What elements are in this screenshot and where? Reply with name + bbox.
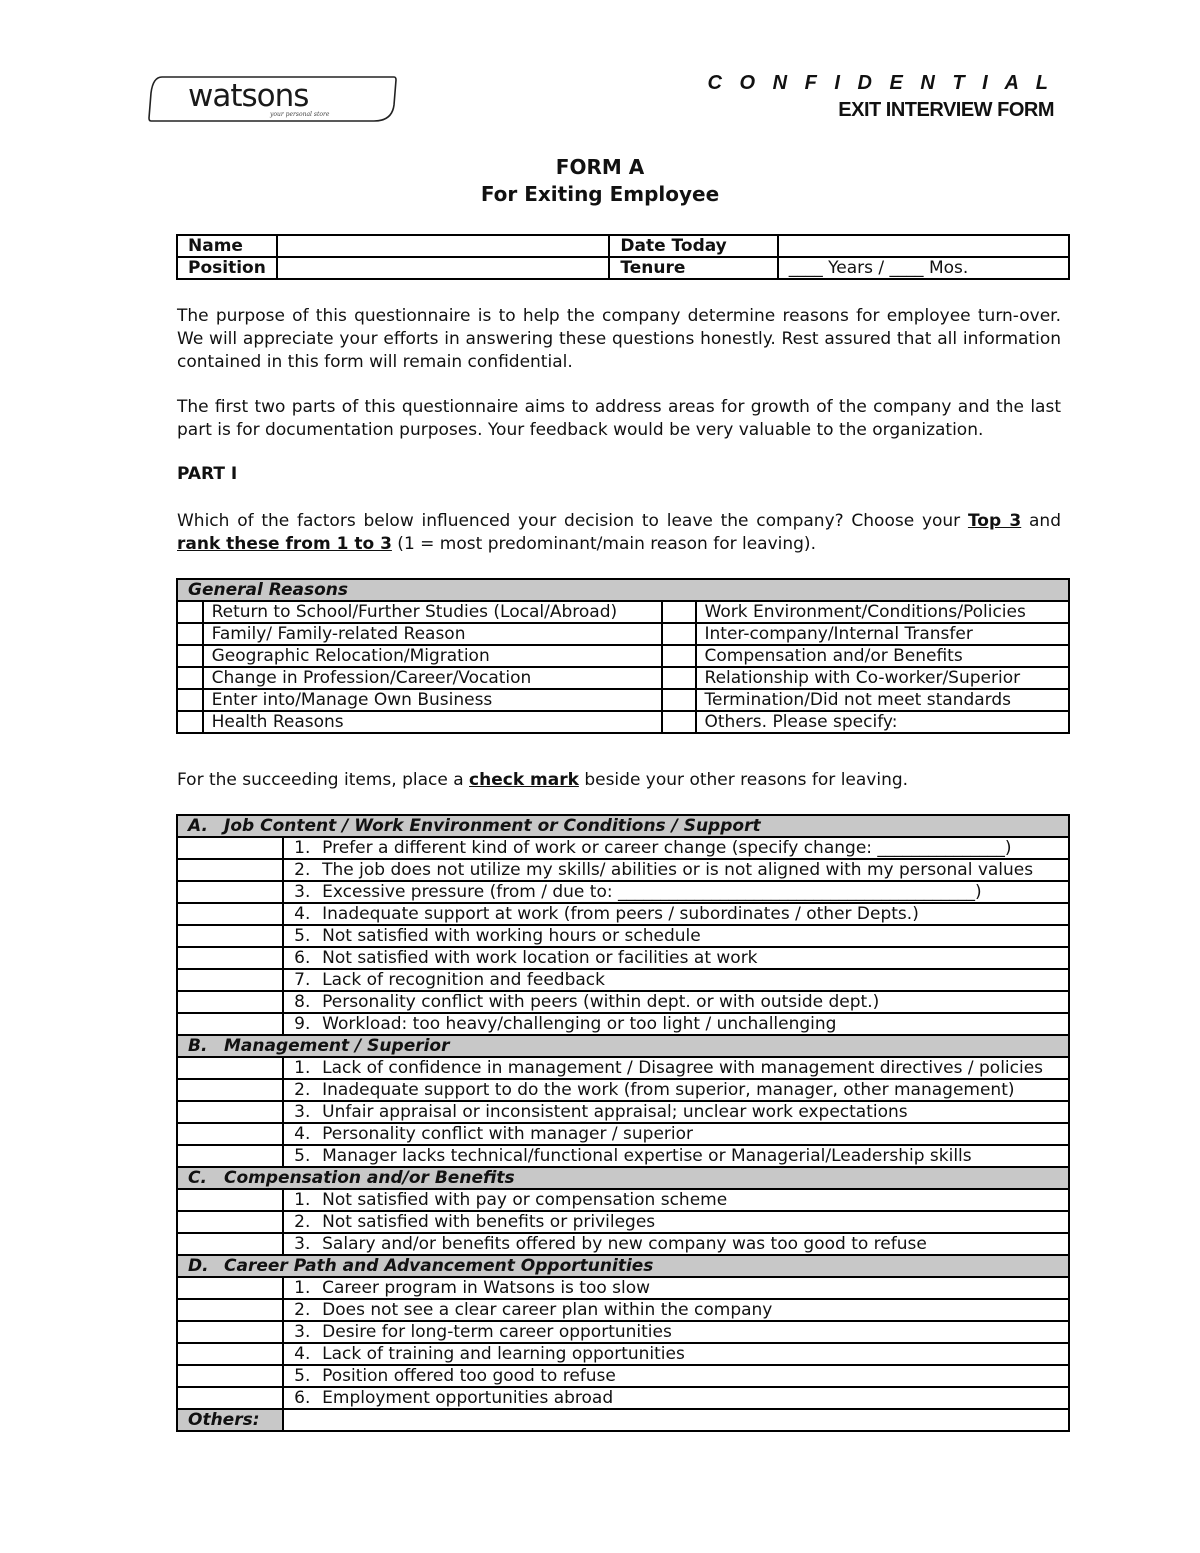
rank-box[interactable] [177, 645, 203, 667]
section-letter: C. [188, 1168, 207, 1188]
checkmark-box[interactable] [177, 1079, 283, 1101]
reason-item [283, 1233, 1069, 1255]
section-header [177, 1255, 1069, 1277]
reason-row [177, 925, 1069, 947]
rank-emphasis: rank these from 1 to 3 [177, 534, 392, 554]
ranking-instructions-b: and [1021, 511, 1061, 531]
reason-item [283, 1387, 1069, 1409]
general-reason-row [177, 623, 1069, 645]
reason-text: Not satisfied with working hours or schedule [322, 926, 701, 946]
reason-number: 2. [294, 1300, 311, 1320]
reason-text: Does not see a clear career plan within the company [322, 1300, 773, 1320]
general-reason-left: Enter into/Manage Own Business [203, 689, 662, 711]
section-title: Management / Superior [224, 1036, 450, 1056]
section-header [177, 1035, 1069, 1057]
checkmark-instructions-a: For the succeeding items, place a [177, 770, 470, 790]
general-reason-right: Relationship with Co-worker/Superior [696, 667, 1069, 689]
others-label: Others: [177, 1409, 283, 1431]
rank-box[interactable] [177, 711, 203, 733]
reason-number: 5. [294, 1146, 311, 1166]
section-header [177, 1167, 1069, 1189]
reason-item [283, 1321, 1069, 1343]
reason-item [283, 925, 1069, 947]
reason-number: 1. [294, 1058, 311, 1078]
checkmark-box[interactable] [177, 1189, 283, 1211]
checkmark-box[interactable] [177, 1101, 283, 1123]
section-title: Compensation and/or Benefits [224, 1168, 515, 1188]
checkmark-box[interactable] [177, 859, 283, 881]
section-title: Job Content / Work Environment or Conditions / Support [224, 816, 761, 836]
ranking-instructions-a: Which of the factors below influenced your decision to leave the company? Choose your [177, 511, 968, 531]
reason-item [283, 837, 1069, 859]
section-header-row [177, 815, 1069, 837]
intro-paragraph-2: The first two parts of this questionnaire aims to address areas for growth of the company and the last part is for documentation purposes. Your feedback would be very valuable to the organization. [177, 397, 1061, 440]
general-reason-right: Others. Please specify: [696, 711, 1069, 733]
date-today-label: Date Today [609, 235, 777, 257]
confidential-header [707, 72, 1054, 122]
reason-row [177, 1343, 1069, 1365]
date-today-field[interactable] [778, 235, 1069, 257]
reason-row [177, 1387, 1069, 1409]
reason-number: 1. [294, 1190, 311, 1210]
checkmark-box[interactable] [177, 837, 283, 859]
section-header-row [177, 1167, 1069, 1189]
reason-text: Lack of recognition and feedback [322, 970, 605, 990]
reason-item [283, 1013, 1069, 1035]
checkmark-box[interactable] [177, 925, 283, 947]
reason-number: 1. [294, 1278, 311, 1298]
checkmark-box[interactable] [177, 969, 283, 991]
reason-number: 3. [294, 1322, 311, 1342]
reason-item [283, 1057, 1069, 1079]
checkmark-box[interactable] [177, 1365, 283, 1387]
reason-text: Personality conflict with manager / superior [322, 1124, 694, 1144]
ranking-instructions-c: (1 = most predominant/main reason for leaving). [391, 534, 816, 554]
reason-row [177, 1079, 1069, 1101]
reason-row [177, 859, 1069, 881]
reason-item [283, 1365, 1069, 1387]
reason-item [283, 1299, 1069, 1321]
others-field[interactable] [283, 1409, 1069, 1431]
part-label: PART I [177, 464, 238, 484]
reason-number: 8. [294, 992, 311, 1012]
reason-number: 3. [294, 1234, 311, 1254]
reason-row [177, 1321, 1069, 1343]
employee-info-table [176, 234, 1070, 280]
general-reason-row [177, 601, 1069, 623]
reason-row [177, 1101, 1069, 1123]
checkmark-box[interactable] [177, 1057, 283, 1079]
reason-row [177, 1365, 1069, 1387]
reason-row [177, 1277, 1069, 1299]
rank-box[interactable] [662, 623, 695, 645]
general-reason-left: Health Reasons [203, 711, 662, 733]
reason-number: 3. [294, 1102, 311, 1122]
reason-row [177, 1233, 1069, 1255]
reason-item [283, 1211, 1069, 1233]
reason-text: Salary and/or benefits offered by new company was too good to refuse [322, 1234, 927, 1254]
general-reason-left: Return to School/Further Studies (Local/Abroad) [203, 601, 662, 623]
reason-row [177, 1123, 1069, 1145]
reason-text: Lack of confidence in management / Disagree with management directives / policies [322, 1058, 1044, 1078]
checkmark-box[interactable] [177, 881, 283, 903]
reason-item [283, 1101, 1069, 1123]
reason-text: Not satisfied with pay or compensation scheme [322, 1190, 728, 1210]
checkmark-box[interactable] [177, 1343, 283, 1365]
ranking-instructions [177, 510, 1061, 556]
rank-box[interactable] [177, 601, 203, 623]
checkmark-box[interactable] [177, 903, 283, 925]
reason-row [177, 1145, 1069, 1167]
reason-row [177, 903, 1069, 925]
reason-text: Position offered too good to refuse [322, 1366, 616, 1386]
general-reason-right: Work Environment/Conditions/Policies [696, 601, 1069, 623]
reason-row [177, 991, 1069, 1013]
checkmark-instructions [177, 769, 1061, 792]
position-label: Position [177, 257, 277, 279]
reason-text: Unfair appraisal or inconsistent appraisal; unclear work expectations [322, 1102, 908, 1122]
reason-row [177, 1013, 1069, 1035]
reason-row [177, 1299, 1069, 1321]
checkmark-box[interactable] [177, 1123, 283, 1145]
reason-number: 4. [294, 1344, 311, 1364]
checkmark-box[interactable] [177, 1233, 283, 1255]
checkmark-box[interactable] [177, 1387, 283, 1409]
section-title: Career Path and Advancement Opportunities [224, 1256, 654, 1276]
general-reason-row [177, 667, 1069, 689]
reason-item [283, 903, 1069, 925]
reason-item [283, 1123, 1069, 1145]
reason-item [283, 859, 1069, 881]
reason-number: 5. [294, 1366, 311, 1386]
general-reason-left: Geographic Relocation/Migration [203, 645, 662, 667]
checkmark-box[interactable] [177, 1277, 283, 1299]
top3-emphasis: Top 3 [967, 511, 1022, 531]
form-name-label: EXIT INTERVIEW FORM [838, 99, 1054, 121]
svg-text:your personal store: your personal store [270, 111, 330, 118]
reason-number: 3. [294, 882, 311, 902]
rank-box[interactable] [177, 689, 203, 711]
general-reason-right: Termination/Did not meet standards [696, 689, 1069, 711]
reason-text: Not satisfied with work location or facilities at work [322, 948, 758, 968]
svg-text:watsons: watsons [188, 78, 309, 114]
reason-number: 5. [294, 926, 311, 946]
rank-box[interactable] [662, 689, 695, 711]
rank-box[interactable] [177, 667, 203, 689]
others-row [177, 1409, 1069, 1431]
section-header-row [177, 1035, 1069, 1057]
reason-item [283, 1145, 1069, 1167]
general-reasons-header-row [177, 579, 1069, 601]
checkmark-box[interactable] [177, 991, 283, 1013]
rank-box[interactable] [662, 601, 695, 623]
reason-item [283, 1189, 1069, 1211]
reason-row [177, 1211, 1069, 1233]
rank-box[interactable] [177, 623, 203, 645]
reason-text: Workload: too heavy/challenging or too light / unchallenging [322, 1014, 837, 1034]
reason-number: 2. [294, 860, 311, 880]
tenure-label: Tenure [609, 257, 777, 279]
general-reasons-header: General Reasons [177, 579, 1069, 601]
reason-row [177, 947, 1069, 969]
reason-row [177, 1189, 1069, 1211]
checkmark-box[interactable] [177, 1013, 283, 1035]
checkmark-box[interactable] [177, 1321, 283, 1343]
reason-number: 4. [294, 904, 311, 924]
position-field[interactable] [277, 257, 610, 279]
form-title-line1: FORM A [555, 155, 645, 179]
reason-item [283, 991, 1069, 1013]
general-reason-right: Inter-company/Internal Transfer [696, 623, 1069, 645]
reason-number: 1. [294, 838, 311, 858]
section-letter: A. [188, 816, 208, 836]
reason-row [177, 1057, 1069, 1079]
reason-item [283, 1343, 1069, 1365]
name-field[interactable] [277, 235, 610, 257]
section-letter: B. [188, 1036, 208, 1056]
reason-text: Not satisfied with benefits or privileges [322, 1212, 656, 1232]
reason-number: 6. [294, 948, 311, 968]
form-title [0, 154, 1200, 208]
reason-text: Inadequate support at work (from peers / subordinates / other Depts.) [322, 904, 919, 924]
form-title-line2: For Exiting Employee [480, 182, 720, 206]
reason-item [283, 969, 1069, 991]
checkmark-instructions-b: beside your other reasons for leaving. [578, 770, 909, 790]
general-reason-row [177, 689, 1069, 711]
reason-number: 2. [294, 1212, 311, 1232]
rank-box[interactable] [662, 711, 695, 733]
intro-paragraph-1: The purpose of this questionnaire is to help the company determine reasons for employee turn-over. We will appreciate your efforts in answering these questions honestly. Rest assured that all information contained in this form will remain confidential. [177, 306, 1061, 372]
reason-text: Employment opportunities abroad [322, 1388, 614, 1408]
reason-item [283, 1079, 1069, 1101]
reason-text: Desire for long-term career opportunities [322, 1322, 672, 1342]
reason-text: Lack of training and learning opportunities [322, 1344, 685, 1364]
general-reason-left: Family/ Family-related Reason [203, 623, 662, 645]
general-reason-row [177, 711, 1069, 733]
checkmark-box[interactable] [177, 1299, 283, 1321]
confidential-label: C O N F I D E N T I A L [707, 72, 1054, 94]
reason-text: The job does not utilize my skills/ abilities or is not aligned with my personal values [322, 860, 1034, 880]
general-reason-right: Compensation and/or Benefits [696, 645, 1069, 667]
checkmark-box[interactable] [177, 1211, 283, 1233]
reason-text: Personality conflict with peers (within dept. or with outside dept.) [322, 992, 880, 1012]
reason-item [283, 947, 1069, 969]
checkmark-box[interactable] [177, 947, 283, 969]
checkmark-box[interactable] [177, 1145, 283, 1167]
name-label: Name [177, 235, 277, 257]
reason-row [177, 837, 1069, 859]
reason-number: 4. [294, 1124, 311, 1144]
check-mark-emphasis: check mark [469, 770, 579, 790]
tenure-field[interactable]: ____ Years / ____ Mos. [778, 257, 1069, 279]
general-reasons-table [176, 578, 1070, 734]
reason-row [177, 881, 1069, 903]
general-reason-left: Change in Profession/Career/Vocation [203, 667, 662, 689]
section-letter: D. [188, 1256, 209, 1276]
reason-item [283, 1277, 1069, 1299]
reason-text: Career program in Watsons is too slow [322, 1278, 651, 1298]
reason-number: 7. [294, 970, 311, 990]
reason-text: Inadequate support to do the work (from superior, manager, other management) [322, 1080, 1015, 1100]
section-header [177, 815, 1069, 837]
rank-box[interactable] [662, 667, 695, 689]
reason-text: Prefer a different kind of work or career change (specify change: _______________) [322, 838, 1012, 858]
other-reasons-table [176, 814, 1070, 1432]
reason-number: 6. [294, 1388, 311, 1408]
watsons-logo [148, 75, 398, 123]
general-reason-row [177, 645, 1069, 667]
reason-number: 2. [294, 1080, 311, 1100]
reason-number: 9. [294, 1014, 311, 1034]
section-header-row [177, 1255, 1069, 1277]
rank-box[interactable] [662, 645, 695, 667]
reason-row [177, 969, 1069, 991]
reason-text: Excessive pressure (from / due to: __________________________________________) [322, 882, 982, 902]
reason-item [283, 881, 1069, 903]
reason-text: Manager lacks technical/functional expertise or Managerial/Leadership skills [322, 1146, 972, 1166]
